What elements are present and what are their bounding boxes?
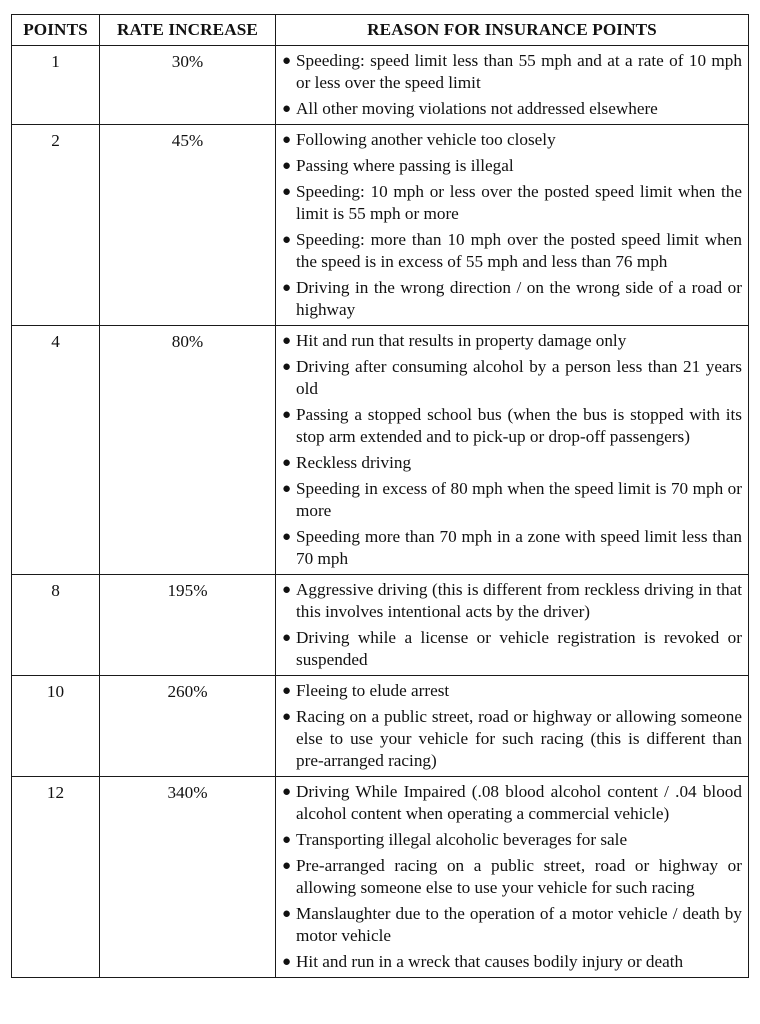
bullet-icon: ● [282,101,292,117]
reason-list-item [282,452,742,474]
rate-increase-column-header: RATE INCREASE [100,15,276,46]
bullet-icon: ● [282,683,292,699]
insurance-points-table-container [11,14,748,978]
reason-list [282,781,742,973]
reason-list-item [282,951,742,973]
reasons-cell [276,676,749,777]
bullet-icon: ● [282,858,292,874]
reason-list-item [282,855,742,899]
reason-text: Transporting illegal alcoholic beverages for sale [296,830,628,849]
rate-increase-cell: 340% [100,777,276,978]
table-row [12,125,749,326]
table-row [12,676,749,777]
reason-list-item [282,356,742,400]
rate-increase-cell: 80% [100,326,276,575]
reason-list-item [282,680,742,702]
reasons-cell [276,777,749,978]
reason-list-item [282,903,742,947]
reason-list-item [282,627,742,671]
rate-increase-cell: 195% [100,575,276,676]
reason-text: Pre-arranged racing on a public street, road or highway or allowing someone else to use your vehicle for such racing [296,856,742,897]
insurance-points-table [11,14,749,978]
reason-text: Manslaughter due to the operation of a motor vehicle / death by motor vehicle [296,904,742,945]
rate-increase-cell: 45% [100,125,276,326]
reason-list-item [282,98,742,120]
points-cell: 10 [12,676,100,777]
reasons-cell [276,125,749,326]
reason-text: Speeding in excess of 80 mph when the speed limit is 70 mph or more [296,479,742,520]
table-row [12,575,749,676]
rate-increase-cell: 30% [100,46,276,125]
rate-increase-cell: 260% [100,676,276,777]
reason-list-item [282,129,742,151]
reason-text: Hit and run that results in property damage only [296,331,627,350]
table-row [12,326,749,575]
points-cell: 12 [12,777,100,978]
bullet-icon: ● [282,333,292,349]
points-column-header: POINTS [12,15,100,46]
reason-list-item [282,50,742,94]
bullet-icon: ● [282,481,292,497]
reason-text: Speeding more than 70 mph in a zone with speed limit less than 70 mph [296,527,742,568]
reason-list-item [282,781,742,825]
reason-list-item [282,330,742,352]
reason-text: Passing a stopped school bus (when the bus is stopped with its stop arm extended and to pick-up or drop-off passengers) [296,405,742,446]
reason-text: Fleeing to elude arrest [296,681,450,700]
reason-list-item [282,706,742,772]
reason-text: Driving while a license or vehicle registration is revoked or suspended [296,628,742,669]
bullet-icon: ● [282,280,292,296]
reason-text: Passing where passing is illegal [296,156,514,175]
reason-text: Hit and run in a wreck that causes bodily injury or death [296,952,684,971]
reason-text: Driving after consuming alcohol by a person less than 21 years old [296,357,742,398]
reason-list-item [282,478,742,522]
reason-list-item [282,829,742,851]
bullet-icon: ● [282,158,292,174]
reason-list-item [282,579,742,623]
reason-text: All other moving violations not addressed elsewhere [296,99,658,118]
reason-list-item [282,155,742,177]
reason-list-item [282,229,742,273]
points-cell: 1 [12,46,100,125]
bullet-icon: ● [282,582,292,598]
points-cell: 2 [12,125,100,326]
bullet-icon: ● [282,784,292,800]
bullet-icon: ● [282,53,292,69]
reason-text: Speeding: 10 mph or less over the posted speed limit when the limit is 55 mph or more [296,182,742,223]
reason-text: Speeding: more than 10 mph over the posted speed limit when the speed is in excess of 55 mph and less than 76 mph [296,230,742,271]
bullet-icon: ● [282,359,292,375]
bullet-icon: ● [282,906,292,922]
reason-column-header: REASON FOR INSURANCE POINTS [276,15,749,46]
reason-list [282,680,742,772]
points-cell: 8 [12,575,100,676]
reason-text: Driving While Impaired (.08 blood alcohol content / .04 blood alcohol content when operating a commercial vehicle) [296,782,742,823]
bullet-icon: ● [282,529,292,545]
reason-text: Reckless driving [296,453,412,472]
reason-list-item [282,526,742,570]
table-body [12,46,749,978]
reason-text: Aggressive driving (this is different from reckless driving in that this involves intentional acts by the driver) [296,580,742,621]
reason-list-item [282,404,742,448]
bullet-icon: ● [282,709,292,725]
reason-text: Racing on a public street, road or highway or allowing someone else to use your vehicle for such racing (this is different than pre-arranged racing) [296,707,742,770]
reason-list [282,129,742,321]
bullet-icon: ● [282,407,292,423]
table-header-row [12,15,749,46]
reason-list-item [282,277,742,321]
reasons-cell [276,575,749,676]
reason-list [282,50,742,120]
bullet-icon: ● [282,232,292,248]
reason-list [282,579,742,671]
reason-list [282,330,742,570]
reason-text: Speeding: speed limit less than 55 mph and at a rate of 10 mph or less over the speed limit [296,51,742,92]
table-row [12,46,749,125]
bullet-icon: ● [282,954,292,970]
bullet-icon: ● [282,630,292,646]
reason-list-item [282,181,742,225]
points-cell: 4 [12,326,100,575]
bullet-icon: ● [282,132,292,148]
table-row [12,777,749,978]
reasons-cell [276,46,749,125]
reason-text: Following another vehicle too closely [296,130,556,149]
bullet-icon: ● [282,184,292,200]
bullet-icon: ● [282,832,292,848]
reasons-cell [276,326,749,575]
bullet-icon: ● [282,455,292,471]
reason-text: Driving in the wrong direction / on the wrong side of a road or highway [296,278,742,319]
